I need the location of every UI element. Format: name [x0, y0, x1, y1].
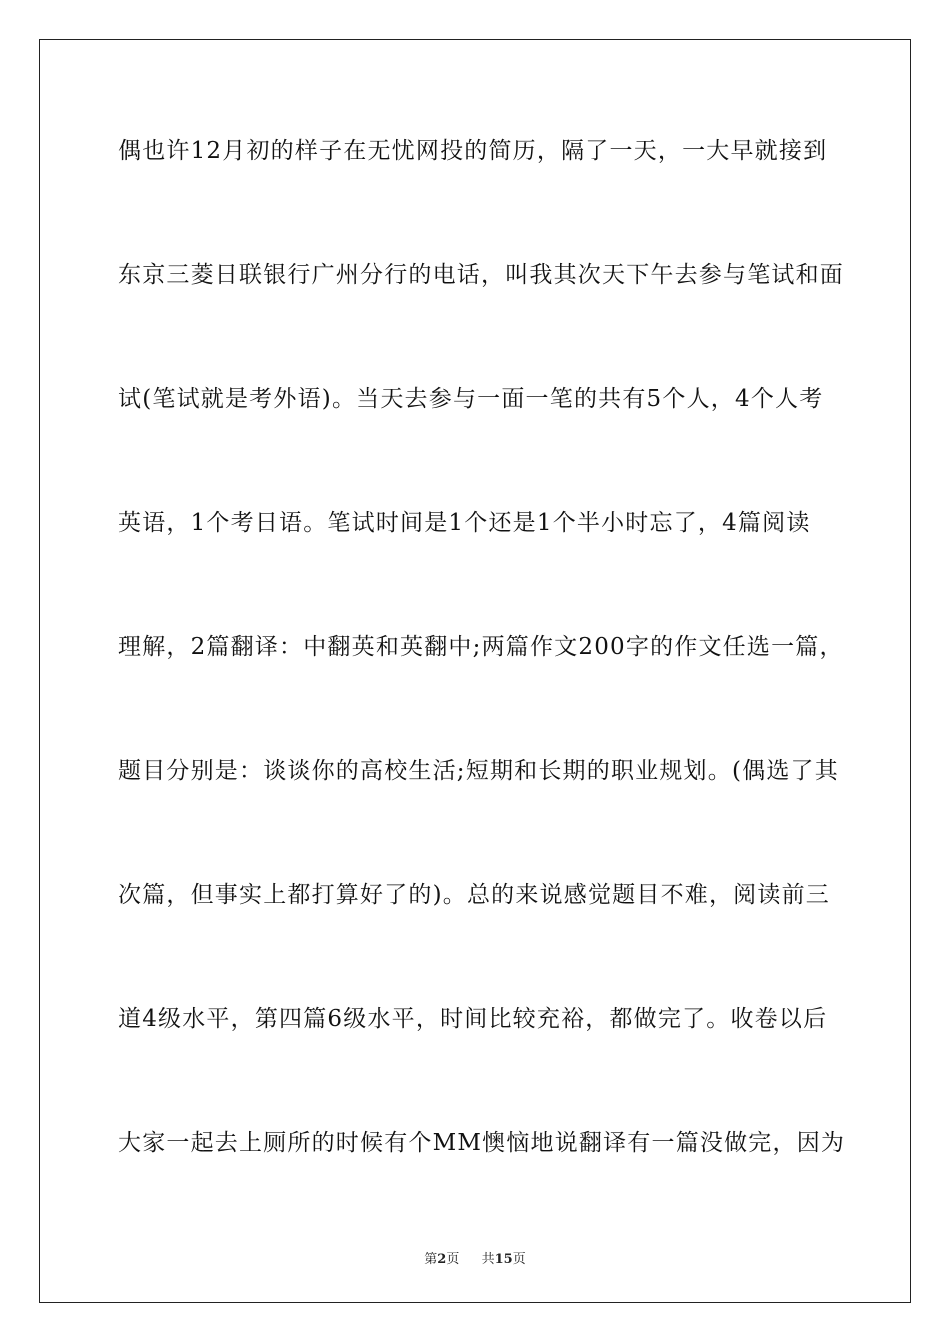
total-suffix: 页: [512, 1252, 526, 1267]
text-line: 次篇，但事实上都打算好了的)。总的来说感觉题目不难，阅读前三: [118, 882, 830, 908]
total-pages: 15: [494, 1252, 513, 1267]
text-line: 理解，2篇翻译：中翻英和英翻中;两篇作文200字的作文任选一篇，: [118, 634, 844, 660]
text-line: 东京三菱日联银行广州分行的电话，叫我其次天下午去参与笔试和面: [118, 262, 844, 288]
document-body: [118, 120, 846, 1236]
page-number: 2: [437, 1252, 447, 1267]
page-prefix: 第: [424, 1252, 438, 1267]
text-line: 题目分别是：谈谈你的高校生活;短期和长期的职业规划。(偶选了其: [118, 758, 839, 784]
total-pages-indicator: [482, 1248, 526, 1267]
page-number-indicator: [424, 1248, 459, 1267]
page-suffix: 页: [446, 1252, 460, 1267]
text-line: 道4级水平，第四篇6级水平，时间比较充裕，都做完了。收卷以后: [118, 1006, 828, 1032]
text-line: 英语，1个考日语。笔试时间是1个还是1个半小时忘了，4篇阅读: [118, 510, 811, 536]
text-line: 偶也许12月初的样子在无忧网投的简历，隔了一天，一大早就接到: [118, 138, 828, 164]
total-prefix: 共: [481, 1252, 495, 1267]
text-line: 大家一起去上厕所的时候有个MM懊恼地说翻译有一篇没做完，因为: [118, 1130, 846, 1156]
text-line: 试(笔试就是考外语)。当天去参与一面一笔的共有5个人，4个人考: [118, 386, 824, 412]
page-footer: [0, 1248, 950, 1267]
